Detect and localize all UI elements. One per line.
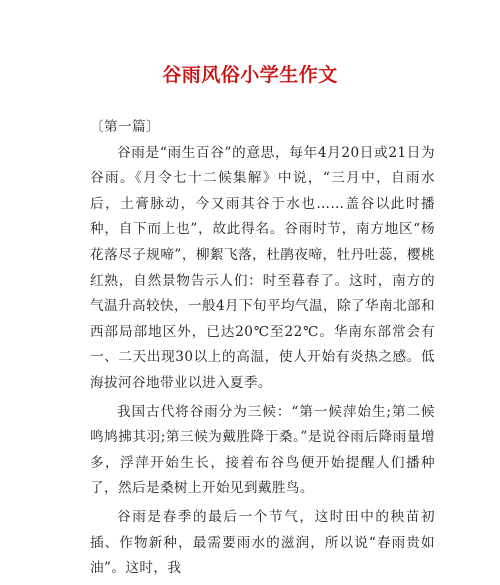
- document-body: [90, 115, 435, 585]
- paragraph-1: 谷雨是“雨生百谷”的意思，每年4月20日或21日为谷雨。《月令七十二候集解》中说，“三月中，自雨水后，土膏脉动，今又雨其谷于水也……盖谷以此时播种，自下而上也”，故此得名。谷雨时节，南方地区“杨花落尽子规啼”，柳絮飞落，杜鹃夜啼，牡丹吐蕊，樱桃红熟，自然景物告示人们：时至暮春了。这时，南方的气温升高较快，一般4月下旬平均气温，除了华南北部和西部局部地区外，已达20℃至22℃。华南东部常会有一、二天出现30以上的高温，使人开始有炎热之感。低海拔河谷地带业以进入夏季。: [90, 144, 435, 391]
- paragraph-2: 我国古代将谷雨分为三候：“第一候萍始生;第二候鸣鸠拂其羽;第三候为戴胜降于桑。”是说谷雨后降雨量增多，浮萍开始生长，接着布谷鸟便开始提醒人们播种了，然后是桑树上开始见到戴胜鸟。: [90, 403, 435, 497]
- document-title: 谷雨风俗小学生作文: [162, 64, 338, 86]
- paragraph-3: 谷雨是春季的最后一个节气，这时田中的秧苗初插、作物新种，最需要雨水的滋润，所以说“春雨贵如油”。这时，我: [90, 508, 435, 577]
- section-heading: 〔第一篇〕: [90, 119, 160, 135]
